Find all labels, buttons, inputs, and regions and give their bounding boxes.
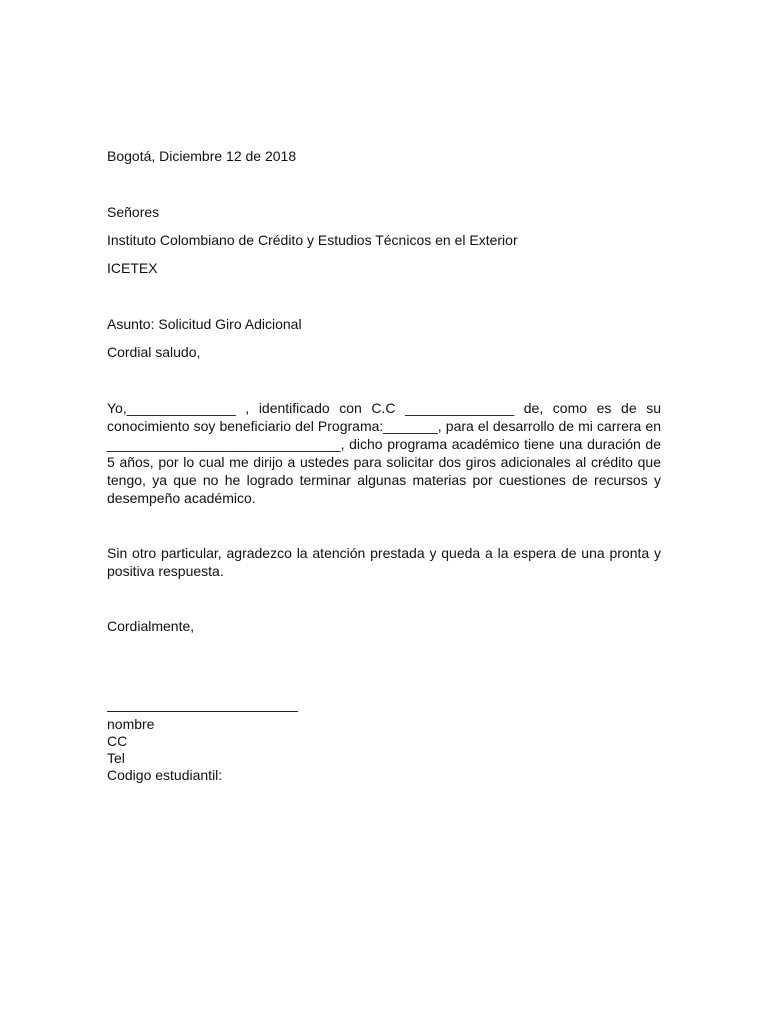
recipient-acronym: ICETEX <box>107 260 158 276</box>
letter-greeting: Cordial saludo, <box>107 344 201 360</box>
signature-id-label: CC <box>107 733 128 749</box>
recipient-salutation: Señores <box>107 204 160 220</box>
signature-student-code-label: Codigo estudiantil: <box>107 767 223 783</box>
letter-date: Bogotá, Diciembre 12 de 2018 <box>107 148 297 164</box>
body-paragraph-1 <box>107 399 661 507</box>
letter-closing: Cordialmente, <box>107 618 195 634</box>
recipient-institution: Instituto Colombiano de Crédito y Estudios Técnicos en el Exterior <box>107 232 518 248</box>
signature-block <box>107 716 222 784</box>
body-paragraph-2-text: Sin otro particular, agradezco la atención prestada y queda a la espera de una pronta y positiva respuesta. <box>107 545 661 579</box>
signature-phone-label: Tel <box>107 750 125 766</box>
body-paragraph-2 <box>107 544 661 580</box>
signature-line <box>107 711 298 712</box>
letter-subject: Asunto: Solicitud Giro Adicional <box>107 316 302 332</box>
body-paragraph-1-text: Yo,______________ , identificado con C.C ______________ de, como es de su conocimiento soy beneficiario del Programa:_______, para el desarrollo de mi carrera en ______________________________, dicho programa académico tiene una duración de 5 años, por lo cual me dirijo a ustedes para solicitar dos giros adicionales al crédito que tengo, ya que no he logrado terminar algunas materias por cuestiones de recursos y desempeño académico. <box>107 400 661 506</box>
signature-name-label: nombre <box>107 716 155 732</box>
